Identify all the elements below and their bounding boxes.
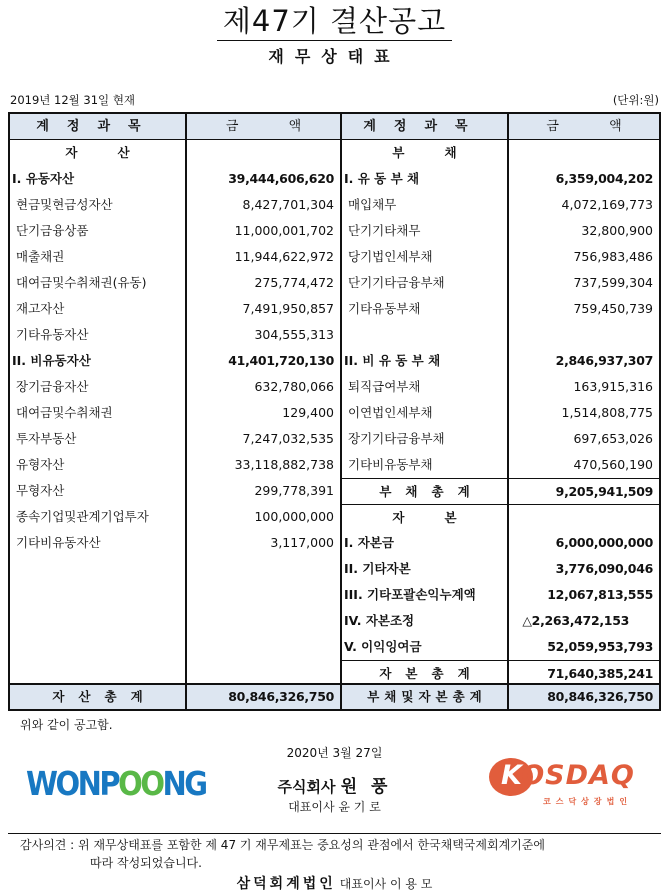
total-band bbox=[509, 683, 659, 709]
assets-account-column bbox=[10, 114, 185, 709]
asset-label: I. 유동자산 bbox=[12, 171, 75, 186]
liability-amount: 2,846,937,307 bbox=[555, 353, 653, 368]
liability-amount: 4,072,169,773 bbox=[561, 197, 653, 212]
asset-amount: 129,400 bbox=[282, 405, 334, 420]
liability-amount: 1,514,808,775 bbox=[561, 405, 653, 420]
asset-amount: 299,778,391 bbox=[254, 483, 334, 498]
liability-amount: 6,359,004,202 bbox=[555, 171, 653, 186]
equity-total-amount: 71,640,385,241 bbox=[509, 660, 659, 686]
equity-label: III. 기타포괄손익누계액 bbox=[344, 587, 476, 602]
asset-label: 장기금융자산 bbox=[16, 379, 89, 394]
document-subtitle: 재무상태표 bbox=[268, 47, 401, 66]
logo-text-part: WONP bbox=[26, 764, 119, 804]
liability-amount: 32,800,900 bbox=[581, 223, 653, 238]
liability-label: 이연법인세부채 bbox=[348, 405, 433, 420]
asset-amount: 39,444,606,620 bbox=[228, 171, 334, 186]
asset-label: 종속기업및관계기업투자 bbox=[16, 509, 149, 524]
header-account-assets: 계정과목 bbox=[10, 114, 185, 140]
liability-label: 당기법인세부채 bbox=[348, 249, 433, 264]
asset-label: 대여금및수취채권 bbox=[16, 405, 113, 420]
logo-text-part: NG bbox=[162, 764, 206, 804]
asset-label: 대여금및수취채권(유동) bbox=[16, 275, 147, 290]
kosdaq-logo bbox=[487, 756, 662, 808]
company-name-text: 원 풍 bbox=[340, 777, 392, 797]
asset-label: 투자부동산 bbox=[16, 431, 77, 446]
assets-total-amount: 80,846,326,750 bbox=[228, 689, 334, 704]
liability-amount: 470,560,190 bbox=[573, 457, 653, 472]
section-equity: 자본 bbox=[342, 504, 507, 530]
liabilities-equity-total-label: 부채및자본총계 bbox=[367, 689, 487, 704]
equity-amount: 6,000,000,000 bbox=[555, 535, 653, 550]
kosdaq-wordmark: KOSDAQ bbox=[501, 760, 635, 791]
asset-amount: 33,118,882,738 bbox=[234, 457, 334, 472]
header-amount-liabilities: 금 액 bbox=[509, 114, 659, 140]
notice-text: 위와 같이 공고함. bbox=[20, 718, 113, 732]
equity-label: I. 자본금 bbox=[344, 535, 394, 550]
liability-label: 퇴직급여부채 bbox=[348, 379, 421, 394]
audit-opinion-line1: 감사의견 : 위 재무상태표를 포함한 제 47 기 재무제표는 중요성의 관점에서 한국채택국제회계기준에 bbox=[20, 838, 545, 852]
liabilities-account-column bbox=[340, 114, 507, 709]
liability-label: 단기기타금융부채 bbox=[348, 275, 445, 290]
as-of-date: 2019년 12월 31일 현재 bbox=[10, 93, 136, 107]
asset-label: 기타비유동자산 bbox=[16, 535, 101, 550]
total-band bbox=[10, 683, 185, 709]
audit-opinion-line2: 따라 작성되었습니다. bbox=[90, 856, 202, 870]
asset-amount: 8,427,701,304 bbox=[242, 197, 334, 212]
document-title-wrap bbox=[0, 4, 669, 41]
equity-label: IV. 자본조정 bbox=[344, 613, 415, 628]
liabilities-amount-column bbox=[507, 114, 659, 709]
unit-label: (단위:원) bbox=[612, 93, 659, 107]
document-title: 제47기 결산공고 bbox=[217, 4, 452, 41]
asset-label: 무형자산 bbox=[16, 483, 65, 498]
divider bbox=[8, 833, 661, 834]
asset-amount: 632,780,066 bbox=[254, 379, 334, 394]
auditor-name: 삼덕회계법인 bbox=[236, 876, 336, 892]
equity-total-label: 자본총계 bbox=[342, 660, 507, 686]
company-prefix: 주식회사 bbox=[277, 778, 336, 796]
liability-label: 기타비유동부채 bbox=[348, 457, 433, 472]
asset-amount: 275,774,472 bbox=[254, 275, 334, 290]
asset-amount: 304,555,313 bbox=[254, 327, 334, 342]
liability-label: 단기기타채무 bbox=[348, 223, 421, 238]
liability-label: 매입채무 bbox=[348, 197, 397, 212]
auditor-signature bbox=[0, 873, 669, 892]
equity-amount: △2,263,472,153 bbox=[522, 613, 629, 628]
asset-amount: 100,000,000 bbox=[254, 509, 334, 524]
asset-label: 기타유동자산 bbox=[16, 327, 89, 342]
liability-amount: 737,599,304 bbox=[573, 275, 653, 290]
liability-label: II. 비 유 동 부 채 bbox=[344, 353, 441, 368]
total-band bbox=[342, 683, 507, 709]
auditor-ceo: 대표이사 이 용 모 bbox=[339, 877, 433, 891]
asset-label: 단기금융상품 bbox=[16, 223, 89, 238]
asset-label: 현금및현금성자산 bbox=[16, 197, 113, 212]
section-liabilities: 부채 bbox=[392, 145, 497, 160]
liability-amount: 759,450,739 bbox=[573, 301, 653, 316]
logo-text-part: OO bbox=[118, 764, 163, 804]
equity-label: V. 이익잉여금 bbox=[344, 639, 422, 654]
equity-amount: 52,059,953,793 bbox=[547, 639, 653, 654]
equity-section-blank bbox=[509, 504, 659, 530]
assets-total-label: 자산총계 bbox=[52, 689, 157, 704]
liabilities-total-amount: 9,205,941,509 bbox=[509, 478, 659, 504]
section-assets: 자산 bbox=[65, 145, 170, 160]
liability-label: 장기기타금융부채 bbox=[348, 431, 445, 446]
total-band bbox=[187, 683, 340, 709]
asset-amount: 7,491,950,857 bbox=[242, 301, 334, 316]
publish-date: 2020년 3월 27일 bbox=[286, 746, 383, 760]
liability-amount: 163,915,316 bbox=[573, 379, 653, 394]
asset-amount: 11,000,001,702 bbox=[234, 223, 334, 238]
liability-label: I. 유 동 부 채 bbox=[344, 171, 420, 186]
liability-amount: 756,983,486 bbox=[573, 249, 653, 264]
assets-amount-column bbox=[185, 114, 340, 709]
liability-label: 기타유동부채 bbox=[348, 301, 421, 316]
header-amount-assets: 금 액 bbox=[187, 114, 340, 140]
asset-label: II. 비유동자산 bbox=[12, 353, 91, 368]
balance-sheet-table bbox=[8, 112, 661, 711]
header-account-liabilities: 계정과목 bbox=[342, 114, 507, 140]
asset-label: 매출채권 bbox=[16, 249, 65, 264]
equity-amount: 3,776,090,046 bbox=[555, 561, 653, 576]
asset-amount: 3,117,000 bbox=[270, 535, 334, 550]
equity-label: II. 기타자본 bbox=[344, 561, 411, 576]
equity-amount: 12,067,813,555 bbox=[547, 587, 653, 602]
liabilities-equity-total-amount: 80,846,326,750 bbox=[547, 689, 653, 704]
asset-label: 재고자산 bbox=[16, 301, 65, 316]
liabilities-total-label: 부채총계 bbox=[342, 478, 507, 504]
liability-amount: 697,653,026 bbox=[573, 431, 653, 446]
asset-amount: 7,247,032,535 bbox=[242, 431, 334, 446]
asset-label: 유형자산 bbox=[16, 457, 65, 472]
asset-amount: 41,401,720,130 bbox=[228, 353, 334, 368]
kosdaq-subtitle: 코스닥상장법인 bbox=[543, 797, 633, 806]
company-ceo: 대표이사 윤 기 로 bbox=[288, 800, 381, 814]
asset-amount: 11,944,622,972 bbox=[234, 249, 334, 264]
